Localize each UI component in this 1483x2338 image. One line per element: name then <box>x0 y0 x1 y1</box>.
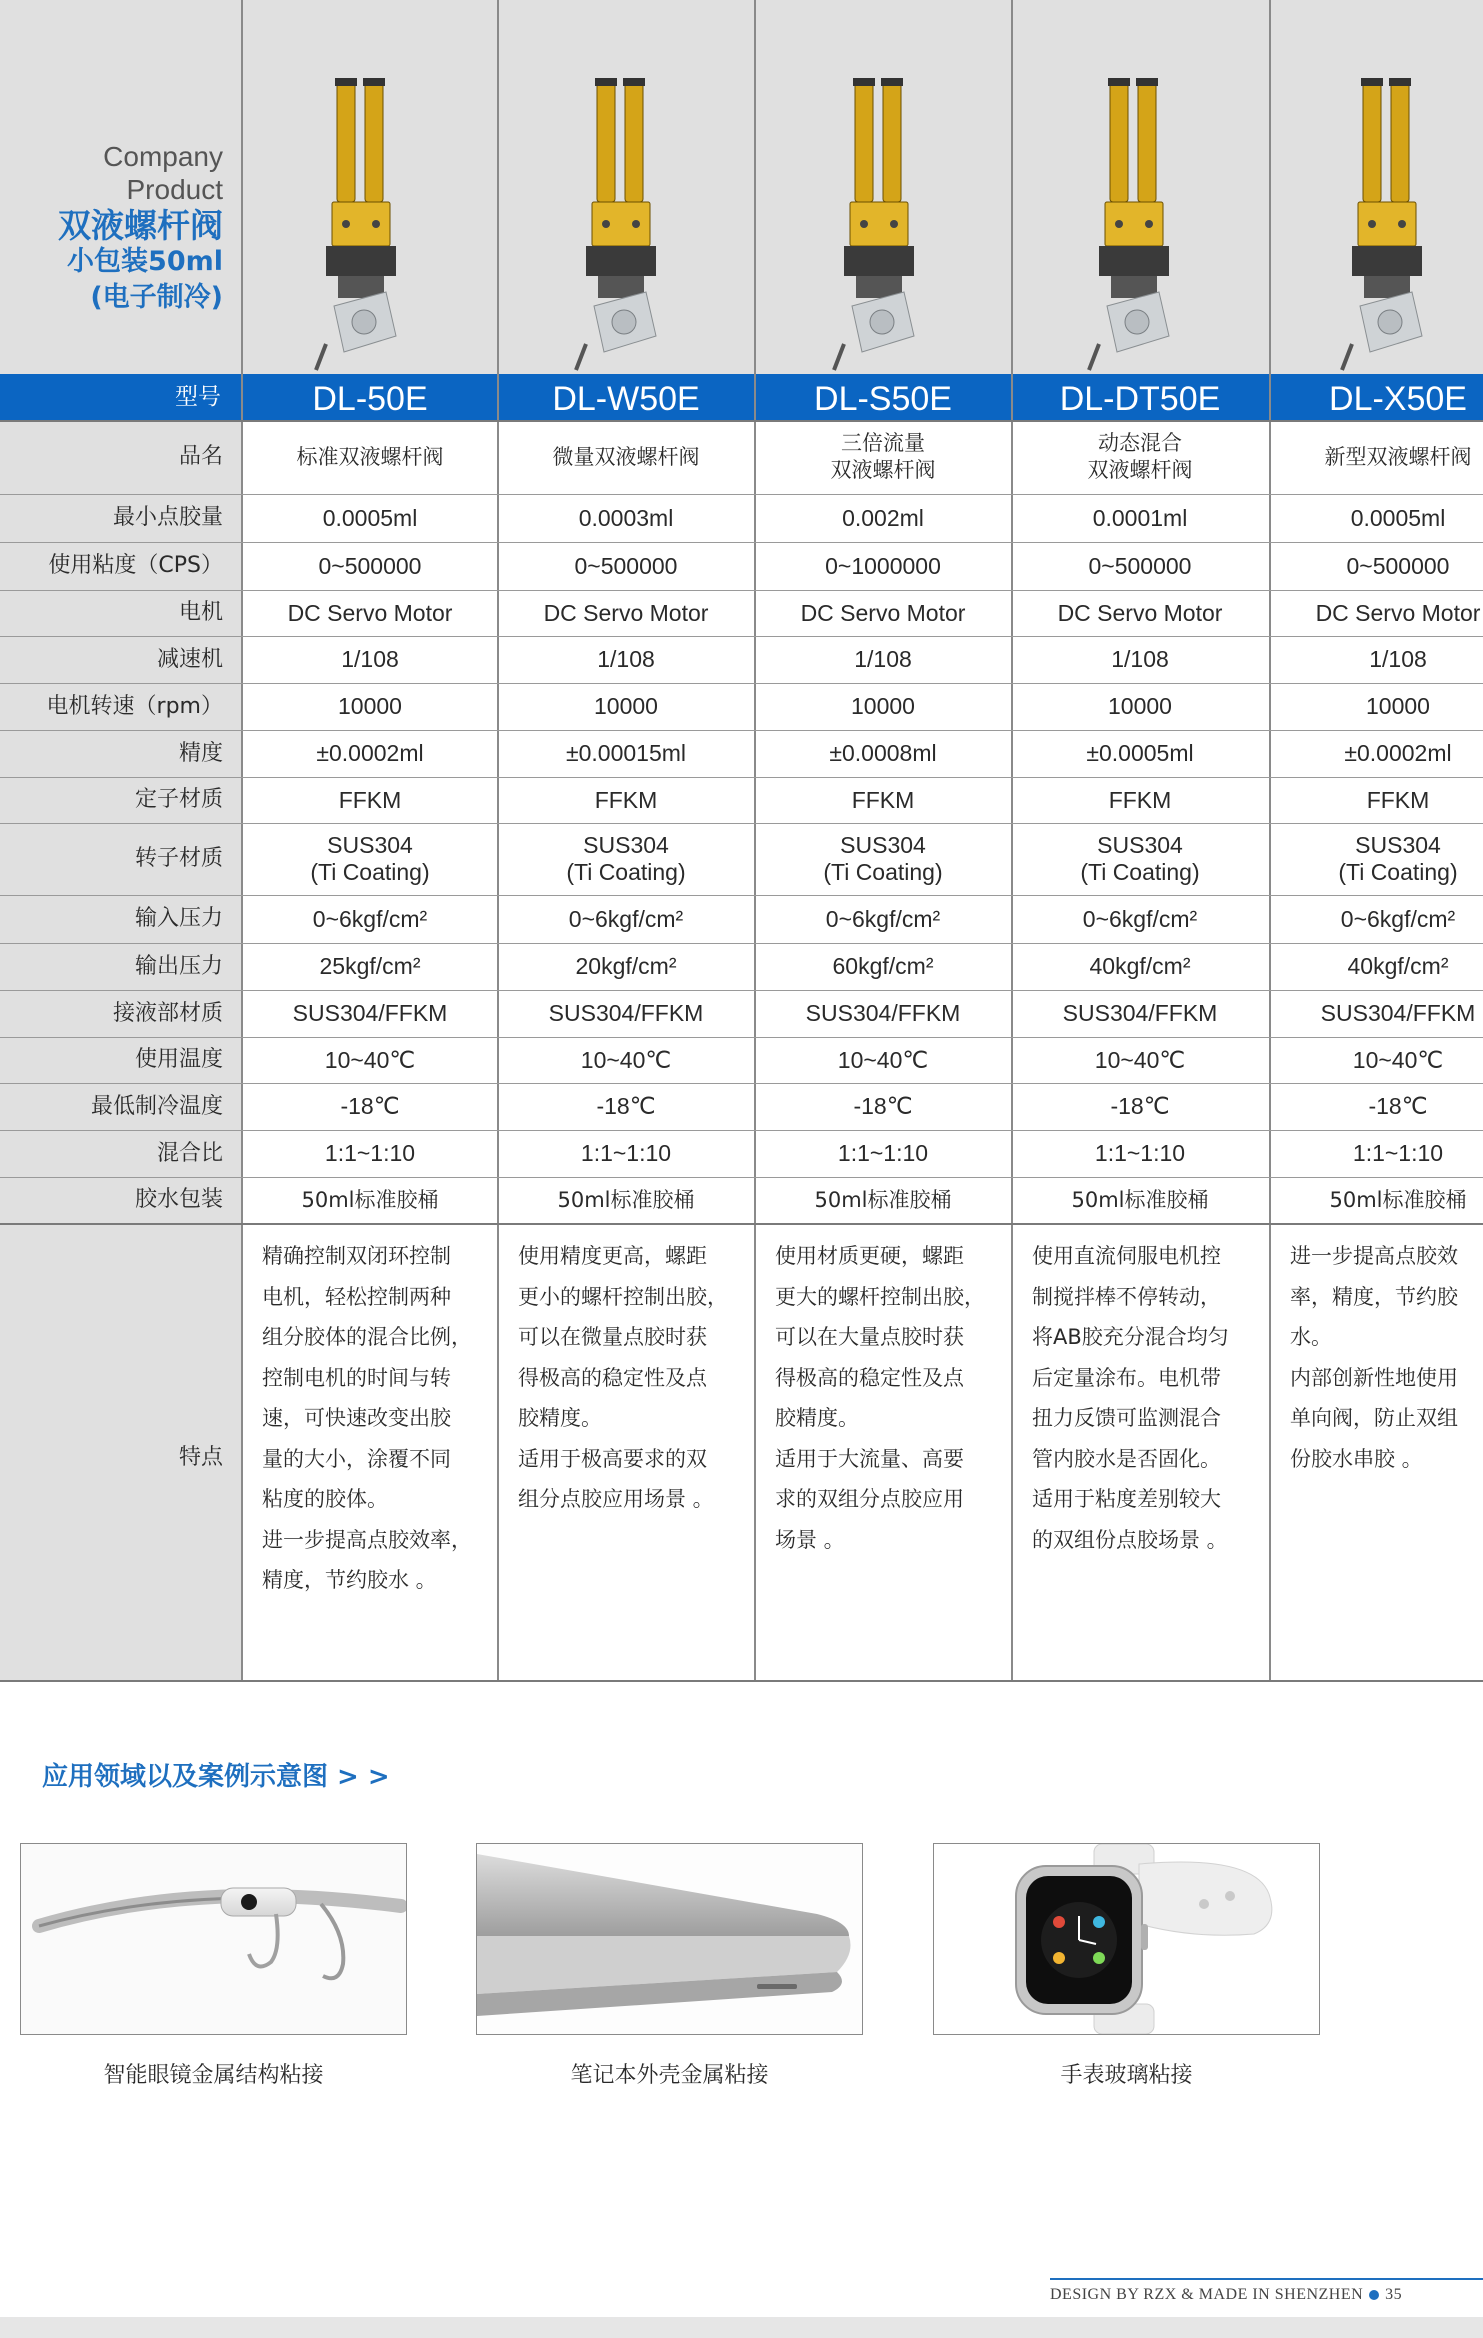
table-cell: 0.0005ml <box>322 505 418 531</box>
feature-line: 单向阀，防止双组 <box>1290 1406 1458 1430</box>
table-cell: 1/108 <box>341 646 399 672</box>
table-cell: -18℃ <box>340 1093 400 1119</box>
table-cell: DC Servo Motor <box>287 600 453 626</box>
table-cell: 1:1~1:10 <box>1352 1140 1444 1166</box>
table-cell: 10~40℃ <box>1094 1047 1186 1073</box>
feature-line: 可以在大量点胶时获 <box>775 1325 964 1349</box>
table-cell: -18℃ <box>853 1093 913 1119</box>
model-name: DL-50E <box>312 380 428 418</box>
feature-description <box>518 1236 738 1520</box>
row-label: 品名 <box>178 444 223 469</box>
table-cell: DC Servo Motor <box>1315 600 1481 626</box>
model-name: DL-X50E <box>1329 380 1467 418</box>
feature-line: 精确控制双闭环控制 <box>262 1244 451 1268</box>
model-label: 型号 <box>175 384 221 410</box>
feature-line: 使用精度更高，螺距 <box>518 1244 707 1268</box>
row-divider <box>0 1223 1483 1225</box>
table-cell: SUS304/FFKM <box>1320 1000 1476 1026</box>
feature-line: 进一步提高点胶效率， <box>262 1527 472 1552</box>
feature-line: 将AB胶充分混合均匀 <box>1032 1325 1229 1349</box>
row-label: 输入压力 <box>134 906 223 931</box>
table-cell: 动态混合 双液螺杆阀 <box>1087 431 1193 482</box>
application-caption: 笔记本外壳金属粘接 <box>570 2063 769 2088</box>
feature-line: 得极高的稳定性及点 <box>518 1365 707 1390</box>
feature-line: 后定量涂布。电机带 <box>1032 1365 1221 1390</box>
table-cell: 10000 <box>338 693 402 719</box>
row-label: 使用温度 <box>134 1047 223 1072</box>
table-cell: -18℃ <box>1110 1093 1170 1119</box>
feature-description <box>1290 1236 1483 1479</box>
valve-product-image <box>304 74 424 374</box>
feature-line: 制搅拌棒不停转动， <box>1032 1284 1221 1309</box>
smart-glasses-image <box>20 1843 407 2035</box>
laptop-shell-image <box>476 1843 863 2035</box>
feature-line: 组分点胶应用场景 。 <box>518 1487 714 1511</box>
row-label: 最小点胶量 <box>112 505 223 530</box>
model-name: DL-S50E <box>814 380 952 418</box>
page-number: 35 <box>1385 2286 1403 2303</box>
table-cell: SUS304 (Ti Coating) <box>1338 832 1458 885</box>
application-caption: 手表玻璃粘接 <box>1060 2063 1193 2088</box>
table-cell: 10~40℃ <box>837 1047 929 1073</box>
table-cell: 50ml标准胶桶 <box>1329 1188 1467 1212</box>
table-cell: SUS304 (Ti Coating) <box>823 832 943 885</box>
row-divider <box>0 1680 1483 1682</box>
table-cell: 1:1~1:10 <box>324 1140 416 1166</box>
row-label: 最低制冷温度 <box>90 1094 223 1119</box>
table-cell: 三倍流量 双液螺杆阀 <box>830 431 936 482</box>
valve-product-image <box>822 74 942 374</box>
table-cell: 50ml标准胶桶 <box>814 1188 952 1212</box>
table-cell: 0~6kgf/cm² <box>825 906 941 932</box>
feature-line: 份胶水串胶 。 <box>1290 1446 1423 1471</box>
footer-credit: DESIGN BY RZX & MADE IN SHENZHEN <box>1050 2286 1364 2303</box>
table-cell: 微量双液螺杆阀 <box>552 445 700 469</box>
feature-line: 使用直流伺服电机控 <box>1032 1244 1221 1268</box>
feature-line: 电机，轻松控制两种 <box>262 1284 451 1309</box>
table-cell: SUS304 (Ti Coating) <box>566 832 686 885</box>
page-subtitle: 小包装50ml <box>67 246 223 277</box>
feature-line: 管内胶水是否固化。 <box>1032 1446 1221 1471</box>
feature-description <box>262 1236 482 1601</box>
table-cell: ±0.00015ml <box>565 740 687 766</box>
applications-title: 应用领域以及案例示意图 > > <box>42 1762 390 1792</box>
table-cell: SUS304 (Ti Coating) <box>1080 832 1200 885</box>
table-cell: 0~500000 <box>574 553 678 579</box>
table-cell: FFKM <box>338 787 402 813</box>
table-cell: 40kgf/cm² <box>1347 953 1449 979</box>
feature-line: 组分胶体的混合比例， <box>262 1325 472 1349</box>
table-cell: FFKM <box>1108 787 1172 813</box>
table-cell: SUS304 (Ti Coating) <box>310 832 430 885</box>
table-cell: FFKM <box>851 787 915 813</box>
table-cell: SUS304/FFKM <box>292 1000 448 1026</box>
feature-line: 可以在微量点胶时获 <box>518 1325 707 1349</box>
feature-line: 求的双组分点胶应用 <box>775 1487 964 1511</box>
table-cell: 10000 <box>594 693 658 719</box>
table-cell: 10~40℃ <box>580 1047 672 1073</box>
table-cell: SUS304/FFKM <box>805 1000 961 1026</box>
table-cell: 50ml标准胶桶 <box>301 1188 439 1212</box>
table-cell: FFKM <box>594 787 658 813</box>
table-cell: ±0.0008ml <box>829 740 937 766</box>
table-cell: 10000 <box>851 693 915 719</box>
table-cell: 0~6kgf/cm² <box>1340 906 1456 932</box>
row-label: 输出压力 <box>134 954 223 979</box>
feature-line: 使用材质更硬，螺距 <box>775 1244 964 1268</box>
table-cell: 50ml标准胶桶 <box>557 1188 695 1212</box>
row-label: 电机转速（rpm） <box>46 694 223 719</box>
application-caption: 智能眼镜金属结构粘接 <box>103 2063 324 2088</box>
row-label: 胶水包装 <box>134 1187 223 1212</box>
table-cell: 60kgf/cm² <box>832 953 934 979</box>
feature-line: 率，精度，节约胶 <box>1290 1284 1458 1309</box>
model-name: DL-DT50E <box>1059 380 1221 418</box>
table-cell: DC Servo Motor <box>543 600 709 626</box>
table-cell: 1/108 <box>854 646 912 672</box>
footer-dot-icon <box>1369 2290 1379 2300</box>
feature-description <box>775 1236 995 1560</box>
feature-line: 速，可快速改变出胶 <box>262 1406 451 1430</box>
table-cell: DC Servo Motor <box>1057 600 1223 626</box>
feature-line: 胶精度。 <box>518 1406 602 1430</box>
feature-line: 得极高的稳定性及点 <box>775 1365 964 1390</box>
feature-description <box>1032 1236 1252 1560</box>
feature-line: 粘度的胶体。 <box>262 1487 388 1511</box>
feature-line: 适用于极高要求的双 <box>518 1446 707 1471</box>
company-label: Company <box>103 141 223 172</box>
valve-product-image <box>1330 74 1450 374</box>
feature-line: 精度，节约胶水 。 <box>262 1568 437 1592</box>
feature-line: 适用于粘度差别较大 <box>1032 1487 1221 1511</box>
feature-line: 场景 。 <box>775 1527 845 1552</box>
table-cell: ±0.0005ml <box>1086 740 1194 766</box>
model-name: DL-W50E <box>552 380 700 418</box>
table-cell: 50ml标准胶桶 <box>1071 1188 1209 1212</box>
table-cell: 0~500000 <box>1088 553 1192 579</box>
table-cell: 0.002ml <box>842 505 924 531</box>
table-cell: 1/108 <box>1111 646 1169 672</box>
table-cell: SUS304/FFKM <box>1062 1000 1218 1026</box>
feature-line: 更大的螺杆控制出胶， <box>775 1284 985 1309</box>
table-cell: 0~6kgf/cm² <box>312 906 428 932</box>
row-label: 转子材质 <box>134 846 223 871</box>
features-label: 特点 <box>178 1445 223 1470</box>
feature-line: 胶精度。 <box>775 1406 859 1430</box>
table-cell: SUS304/FFKM <box>548 1000 704 1026</box>
row-label: 混合比 <box>156 1141 223 1166</box>
feature-line: 的双组份点胶场景 。 <box>1032 1527 1228 1552</box>
table-cell: 20kgf/cm² <box>575 953 677 979</box>
table-cell: ±0.0002ml <box>1344 740 1452 766</box>
table-cell: 40kgf/cm² <box>1089 953 1191 979</box>
row-label: 精度 <box>178 741 223 766</box>
table-cell: ±0.0002ml <box>316 740 424 766</box>
page-subtitle-note: (电子制冷) <box>90 282 223 313</box>
table-cell: 10000 <box>1108 693 1172 719</box>
table-cell: 1:1~1:10 <box>580 1140 672 1166</box>
row-label: 定子材质 <box>134 787 223 812</box>
page-title: 双液螺杆阀 <box>58 206 223 245</box>
valve-product-image <box>564 74 684 374</box>
table-cell: 1/108 <box>597 646 655 672</box>
table-cell: 0~500000 <box>318 553 422 579</box>
table-cell: 1/108 <box>1369 646 1427 672</box>
table-cell: 10~40℃ <box>1352 1047 1444 1073</box>
table-cell: 0~500000 <box>1346 553 1450 579</box>
table-cell: 0.0003ml <box>578 505 674 531</box>
table-cell: FFKM <box>1366 787 1430 813</box>
table-cell: 标准双液螺杆阀 <box>296 445 444 469</box>
table-cell: DC Servo Motor <box>800 600 966 626</box>
row-label: 接液部材质 <box>112 1001 223 1026</box>
table-cell: 0~1000000 <box>825 553 941 579</box>
table-cell: 0.0005ml <box>1350 505 1446 531</box>
feature-line: 适用于大流量、高要 <box>775 1446 964 1471</box>
table-cell: 10000 <box>1366 693 1430 719</box>
table-cell: 1:1~1:10 <box>837 1140 929 1166</box>
footer-band <box>0 2317 1483 2338</box>
table-cell: -18℃ <box>1368 1093 1428 1119</box>
product-title-block <box>58 140 223 316</box>
product-label: Product <box>126 174 223 205</box>
feature-line: 扭力反馈可监测混合 <box>1032 1406 1221 1430</box>
table-cell: 新型双液螺杆阀 <box>1324 445 1472 469</box>
valve-product-image <box>1077 74 1197 374</box>
table-cell: 10~40℃ <box>324 1047 416 1073</box>
row-label: 使用粘度（CPS） <box>48 553 223 578</box>
feature-line: 控制电机的时间与转 <box>262 1365 451 1390</box>
table-cell: 0~6kgf/cm² <box>1082 906 1198 932</box>
smart-watch-image <box>933 1843 1320 2035</box>
table-cell: 1:1~1:10 <box>1094 1140 1186 1166</box>
feature-line: 更小的螺杆控制出胶， <box>518 1284 728 1309</box>
feature-line: 量的大小，涂覆不同 <box>262 1446 451 1471</box>
row-label: 电机 <box>178 600 223 625</box>
table-cell: 0.0001ml <box>1092 505 1188 531</box>
footer <box>1050 2286 1402 2304</box>
footer-rule <box>1050 2278 1483 2280</box>
row-label: 减速机 <box>156 647 223 672</box>
table-cell: 0~6kgf/cm² <box>568 906 684 932</box>
feature-line: 进一步提高点胶效 <box>1290 1244 1458 1268</box>
feature-line: 水。 <box>1290 1325 1332 1349</box>
feature-line: 内部创新性地使用 <box>1290 1365 1458 1390</box>
table-cell: 25kgf/cm² <box>319 953 421 979</box>
table-cell: -18℃ <box>596 1093 656 1119</box>
